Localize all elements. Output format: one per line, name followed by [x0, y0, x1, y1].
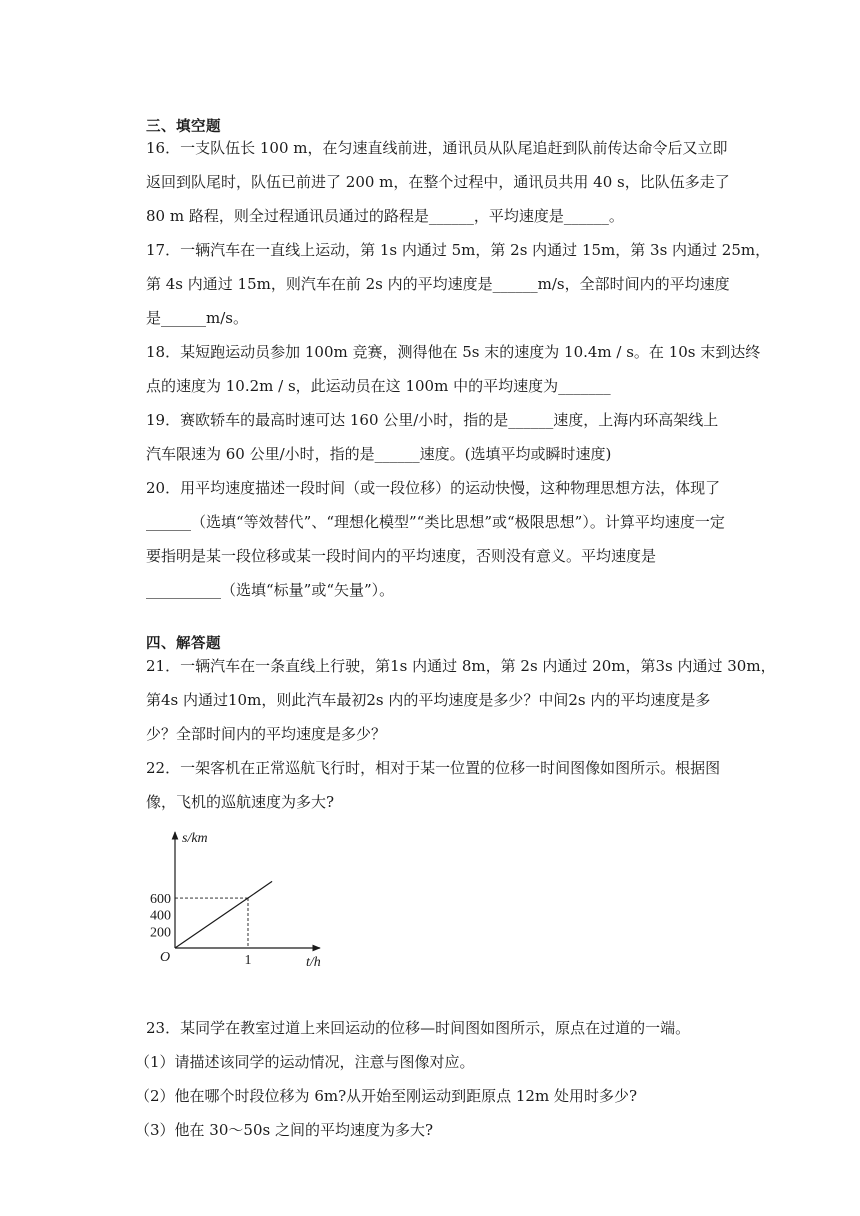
origin-label: O	[160, 950, 171, 965]
q21-line-2: 第4s 内通过10m，则此汽车最初2s 内的平均速度是多少？中间2s 内的平均速度是多	[146, 691, 711, 709]
y-axis-label: s/km	[182, 831, 208, 846]
q16-line-3: 80 m 路程，则全过程通讯员通过的路程是______，平均速度是______。	[146, 207, 624, 225]
q21-line-1: 21．一辆汽车在一条直线上行驶，第1s 内通过 8m，第 2s 内通过 20m，第3s 内通过 30m，	[146, 657, 776, 675]
q20-line-4: __________（选填“标量”或“矢量”）。	[146, 581, 395, 599]
section-heading-fill-in: 三、填空题	[146, 119, 221, 135]
y-tick-label: 600	[150, 892, 171, 908]
x-axis-label: t/h	[306, 955, 321, 970]
q19-line-2: 汽车限速为 60 公里/小时，指的是______速度。(选填平均或瞬时速度)	[146, 445, 612, 463]
q23-line-3: （2）他在哪个时段位移为 6m?从开始至刚运动到距原点 12m 处用时多少?	[135, 1087, 638, 1105]
q20-line-2: ______（选填“等效替代”、“理想化模型”“类比思想”或“极限思想”）。计算平均速度一定	[146, 513, 725, 531]
q23-line-4: （3）他在 30～50s 之间的平均速度为多大?	[135, 1121, 433, 1139]
q19-line-1: 19．赛欧轿车的最高时速可达 160 公里/小时，指的是______速度，上海内环高架线上	[146, 411, 719, 429]
q16-line-2: 返回到队尾时，队伍已前进了 200 m，在整个过程中，通讯员共用 40 s，比队伍多走了	[146, 173, 730, 191]
q17-line-3: 是______m/s。	[146, 309, 248, 327]
q21-line-3: 少？全部时间内的平均速度是多少？	[146, 725, 387, 743]
y-tick-label: 200	[150, 925, 171, 941]
q23-line-2: （1）请描述该同学的运动情况，注意与图像对应。	[135, 1053, 475, 1071]
section-heading-answer: 四、解答题	[146, 636, 221, 652]
q16-line-1: 16．一支队伍长 100 m，在匀速直线前进，通讯员从队尾追赶到队前传达命令后又立即	[146, 139, 728, 157]
displacement-time-graph	[140, 826, 340, 976]
q20-line-1: 20．用平均速度描述一段时间（或一段位移）的运动快慢，这种物理思想方法，体现了	[146, 479, 721, 497]
q22-line-2: 像，飞机的巡航速度为多大?	[146, 793, 335, 811]
q22-line-1: 22．一架客机在正常巡航飞行时，相对于某一位置的位移一时间图像如图所示。根据图	[146, 759, 721, 777]
q23-line-1: 23．某同学在教室过道上来回运动的位移—时间图如图所示，原点在过道的一端。	[146, 1019, 691, 1037]
q18-line-2: 点的速度为 10.2m / s，此运动员在这 100m 中的平均速度为_______	[146, 377, 611, 395]
q17-line-2: 第 4s 内通过 15m，则汽车在前 2s 内的平均速度是______m/s，全部时间内的平均速度	[146, 275, 730, 293]
q20-line-3: 要指明是某一段位移或某一段时间内的平均速度，否则没有意义。平均速度是	[146, 547, 657, 565]
q17-line-1: 17．一辆汽车在一直线上运动，第 1s 内通过 5m，第 2s 内通过 15m，第 3s 内通过 25m，	[146, 241, 771, 259]
series-line	[175, 881, 272, 948]
x-tick-label: 1	[244, 953, 252, 968]
q18-line-1: 18．某短跑运动员参加 100m 竞赛，测得他在 5s 末的速度为 10.4m / s。在 10s 末到达终	[146, 343, 761, 361]
y-tick-label: 400	[150, 908, 171, 924]
